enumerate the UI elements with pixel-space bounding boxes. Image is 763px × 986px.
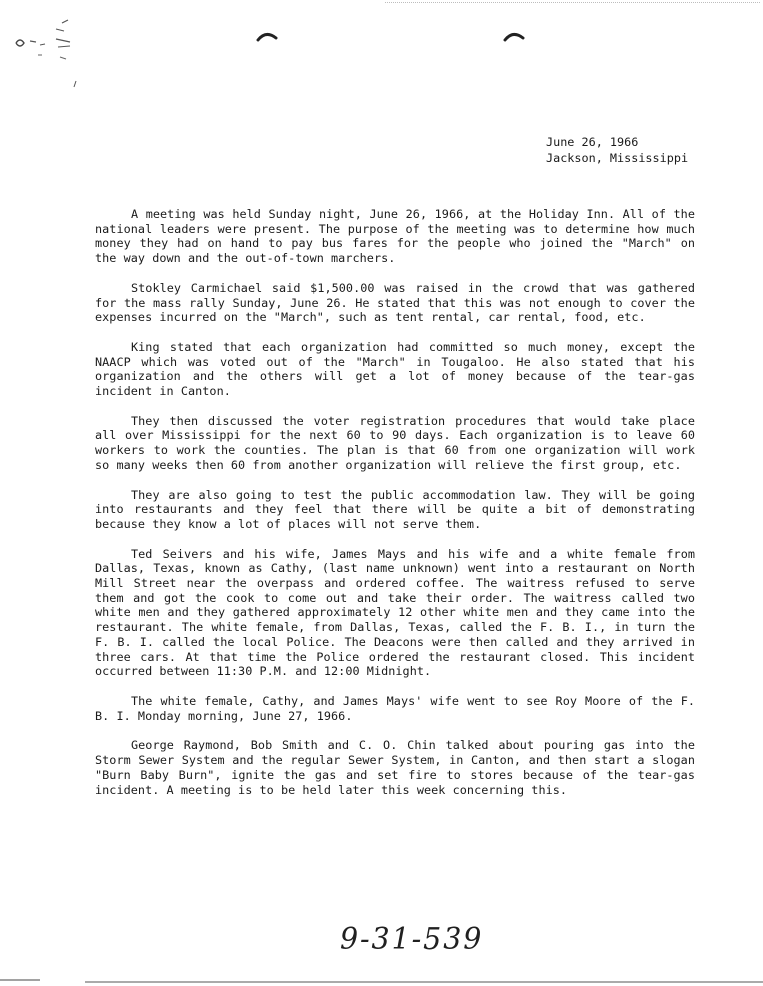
dateline-place: Jackson, Mississippi: [546, 151, 689, 165]
paragraph-king: King stated that each organization had committed so much money, except the NAACP which was voted out of the "March" in Tougaloo. He also stated that his organization and the others will get a lot of money because of the tear-gas incident in Canton.: [95, 339, 695, 399]
punch-mark-left: [256, 30, 278, 42]
corner-scribble-marks: [12, 15, 92, 95]
handwritten-file-number: 9-31-539: [340, 922, 484, 957]
memo-body: [95, 207, 695, 812]
paragraph-fbi-visit: The white female, Cathy, and James Mays' wife went to see Roy Moore of the F. B. I. Monday morning, June 27, 1966.: [95, 693, 695, 723]
paragraph-sewer-plan: George Raymond, Bob Smith and C. O. Chin talked about pouring gas into the Storm Sewer System and the regular Sewer System, in Canton, and then start a slogan "Burn Baby Burn", ignite the gas and set fire to stores because of the tear-gas incident. A meeting is to be held later this week concerning this.: [95, 738, 695, 797]
dateline: [546, 134, 688, 166]
top-dotted-edge: [385, 2, 760, 3]
paragraph-carmichael: Stokley Carmichael said $1,500.00 was raised in the crowd that was gathered for the mass rally Sunday, June 26. He stated that this was not enough to cover the expenses incurred on the "March", such as tent rental, car rental, food, etc.: [95, 280, 695, 325]
paragraph-restaurant-incident: Ted Seivers and his wife, James Mays and his wife and a white female from Dallas, Texas, known as Cathy, (last name unknown) went into a restaurant on North Mill Street near the overpass and ordered coffee. The waitress refused to serve them and got the cook to come out and take their order. The waitress called two white men and they gathered approximately 12 other white men and they came into the restaurant. The white female, from Dallas, Texas, called the F. B. I., in turn the F. B. I. called the local Police. The Deacons were then called and they arrived in three cars. At that time the Police ordered the restaurant closed. This incident occurred between 11:30 P.M. and 12:00 Midnight.: [95, 546, 695, 679]
paragraph-public-accommodation: They are also going to test the public accommodation law. They will be going into restaurants and they feel that there will be quite a bit of demonstrating because they know a lot of places will not serve them.: [95, 487, 695, 531]
paragraph-meeting: A meeting was held Sunday night, June 26, 1966, at the Holiday Inn. All of the national leaders were present. The purpose of the meeting was to determine how much money they had on hand to pay bus fares for the people who joined the "March" on the way down and the out-of-town marchers.: [95, 207, 695, 266]
paragraph-voter-registration: They then discussed the voter registration procedures that would take place all over Mississippi for the next 60 to 90 days. Each organization is to leave 60 workers to work the counties. The plan is that 60 from one organization will work so many weeks then 60 from another organization will relieve the first group, etc.: [95, 413, 695, 472]
dateline-date: June 26, 1966: [546, 135, 639, 149]
punch-mark-right: [503, 30, 525, 42]
